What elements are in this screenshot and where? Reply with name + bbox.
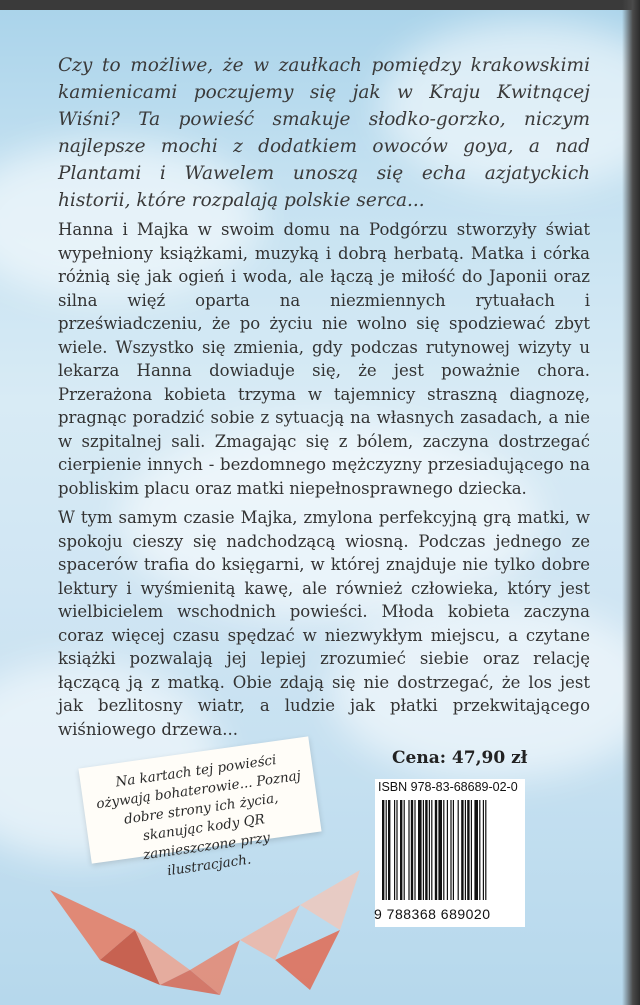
barcode-bar — [414, 800, 415, 900]
qr-note-card: Na kartach tej powieści ożywają bohaterowie... Poznaj dobre strony ich życia, skanując kody QR zamieszczone przy ilustracjach. — [78, 736, 321, 863]
barcode-bar — [483, 800, 484, 900]
isbn-label: ISBN 978-83-68689-02-0 — [378, 780, 518, 794]
description-paragraph-2: W tym samym czasie Majka, zmylona perfekcyjną grą matki, w spokoju cieszy się nadchodzącą wiosną. Podczas jednego ze spacerów trafia do księgarni, w której znajduje nie tylko dobre lektury i wyśmienitą kawę, ale również człowieka, który jest wielbicielem wschodnich powieści. Młoda kobieta zaczyna coraz więcej czasu spędzać w niezwykłym miejscu, a czytane książki pozwalają jej lepiej zrozumieć siebie oraz relację łączącą ją z matką. Obie zdają się nie dostrzegać, że los jest jak bezlitosny wiatr, a ludzie jak płatki przekwitającego wiśniowego drzewa... — [58, 508, 590, 739]
barcode-bar — [443, 800, 444, 900]
barcode-bar — [382, 800, 384, 900]
barcode-bar — [394, 800, 395, 900]
barcode-bar — [474, 800, 478, 900]
barcode-bar — [485, 800, 486, 900]
barcode-bar — [386, 800, 387, 900]
barcode-bar — [388, 800, 390, 900]
barcode-bar — [411, 800, 413, 900]
barcode-bar — [404, 800, 405, 900]
barcode-bar — [453, 800, 454, 900]
barcode-bar — [479, 800, 480, 900]
barcode-bar — [396, 800, 397, 900]
barcode-bar — [471, 800, 472, 900]
barcode-bar — [429, 800, 430, 900]
description-paragraph-1: Hanna i Majka w swoim domu na Podgórzu stworzyły świat wypełniony książkami, muzyką i dobrą herbatą. Matka i córka różnią się jak ogień i woda, ale łączą je miłość do Japonii oraz silna więź oparta na niezmiennych rytuałach i przeświadczeniu, że po życiu nie wolno się spodziewać zbyt wiele. Wszystko się zmienia, gdy podczas rutynowej wizyty u lekarza Hanna dowiaduje się, że jest poważnie chora. Przerażona kobieta trzyma w tajemnicy straszną diagnozę, pragnąc poradzić sobie z sytuacją na własnych zasadach, a nie w szpitalnej sali. Zmagając się z bólem, zaczyna dostrzegać cierpienie innych - bezdomnego mężczyzny przesiadującego na pobliskim placu oraz matki niepełnosprawnego dziecka. — [58, 220, 590, 498]
barcode-bar — [450, 800, 451, 900]
barcode-bar — [447, 800, 448, 900]
barcode-bar — [400, 800, 402, 900]
barcode-bar — [458, 800, 459, 900]
cover-top-edge — [0, 0, 640, 10]
barcode-digits: 9 788368 689020 — [374, 906, 491, 922]
cover-right-edge — [622, 0, 640, 1005]
barcode-bar — [408, 800, 409, 900]
barcode-bar — [431, 800, 432, 900]
price-label: Cena: 47,90 zł — [392, 748, 528, 768]
cover-blurb: Czy to możliwe, że w zaułkach pomiędzy krakowskimi kamienicami poczujemy się jak w Kraju Kwitnącej Wiśni? Ta powieść smakuje słodko-gorzko, niczym najlepsze mochi z dodatkiem owoców goya, a nad Plantami i Wawelem unoszą się echa azjatyckich historii, które rozpalają polskie serca... — [58, 55, 590, 211]
barcode-bar — [438, 800, 442, 900]
barcode-bar — [465, 800, 466, 900]
barcode — [380, 800, 520, 904]
barcode-bar — [425, 800, 427, 900]
barcode-bar — [423, 800, 424, 900]
barcode-bar — [435, 800, 437, 900]
barcode-bar — [418, 800, 422, 900]
barcode-bar — [461, 800, 463, 900]
barcode-bar — [467, 800, 469, 900]
